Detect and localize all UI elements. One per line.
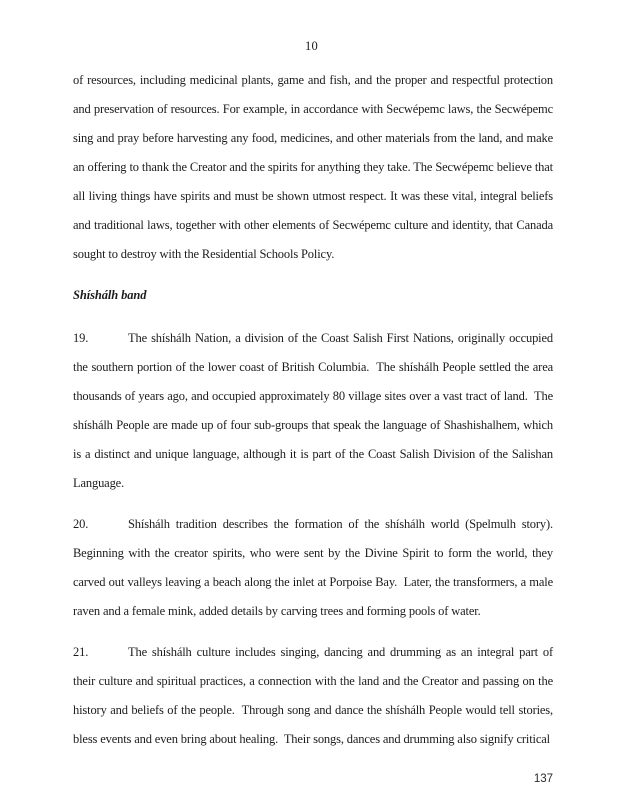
header-page-number: 10 bbox=[305, 39, 318, 53]
paragraph-text: The shíshálh Nation, a division of the Coast Salish First Nations, originally occupied the southern portion of the lower coast of British Columbia. The shíshálh People settled the area thousands of years ago, and occupied approximately 80 village sites over a vast tract of land. The shíshálh People are made up of four sub-groups that speak the language of Shashishalhem, which is a distinct and unique language, although it is part of the Coast Salish Division of the Salishan Language. bbox=[73, 331, 556, 490]
paragraph-text: The shíshálh culture includes singing, dancing and drumming as an integral part of their culture and spiritual practices, a connection with the land and the Creator and passing on the history and beliefs of the people. Through song and dance the shíshálh People would tell stories, bless events and even bring about healing. Their songs, dances and drumming also signify critical bbox=[73, 645, 556, 746]
paragraph-number: 21. bbox=[73, 645, 89, 659]
paragraph-21 bbox=[73, 638, 556, 754]
paragraph-19 bbox=[73, 324, 556, 498]
section-heading-shishalh-band: Shíshálh band bbox=[73, 288, 147, 302]
paragraph-20 bbox=[73, 510, 559, 626]
paragraph-number: 20. bbox=[73, 517, 89, 531]
paragraph-continuation bbox=[73, 66, 556, 269]
page-content bbox=[73, 66, 559, 754]
footer-stamp-page-number: 137 bbox=[533, 773, 553, 785]
paragraph-number: 19. bbox=[73, 331, 89, 345]
paragraph-text: of resources, including medicinal plants, game and fish, and the proper and respectful protection and preservation of resources. For example, in accordance with Secwépemc laws, the Secwépemc sing and pray before harvesting any food, medicines, and other materials from the land, and make an offering to thank the Creator and the spirits for anything they take. The Secwépemc believe that all living things have spirits and must be shown utmost respect. It was these vital, integral beliefs and traditional laws, together with other elements of Secwépemc culture and identity, that Canada sought to destroy with the Residential Schools Policy. bbox=[73, 73, 556, 261]
paragraph-text: Shíshálh tradition describes the formation of the shíshálh world (Spelmulh story). Beginning with the creator spirits, who were sent by the Divine Spirit to form the world, they carved out valleys leaving a beach along the inlet at Porpoise Bay. Later, the transformers, a male raven and a female mink, added details by carving trees and forming pools of water. bbox=[73, 517, 559, 618]
